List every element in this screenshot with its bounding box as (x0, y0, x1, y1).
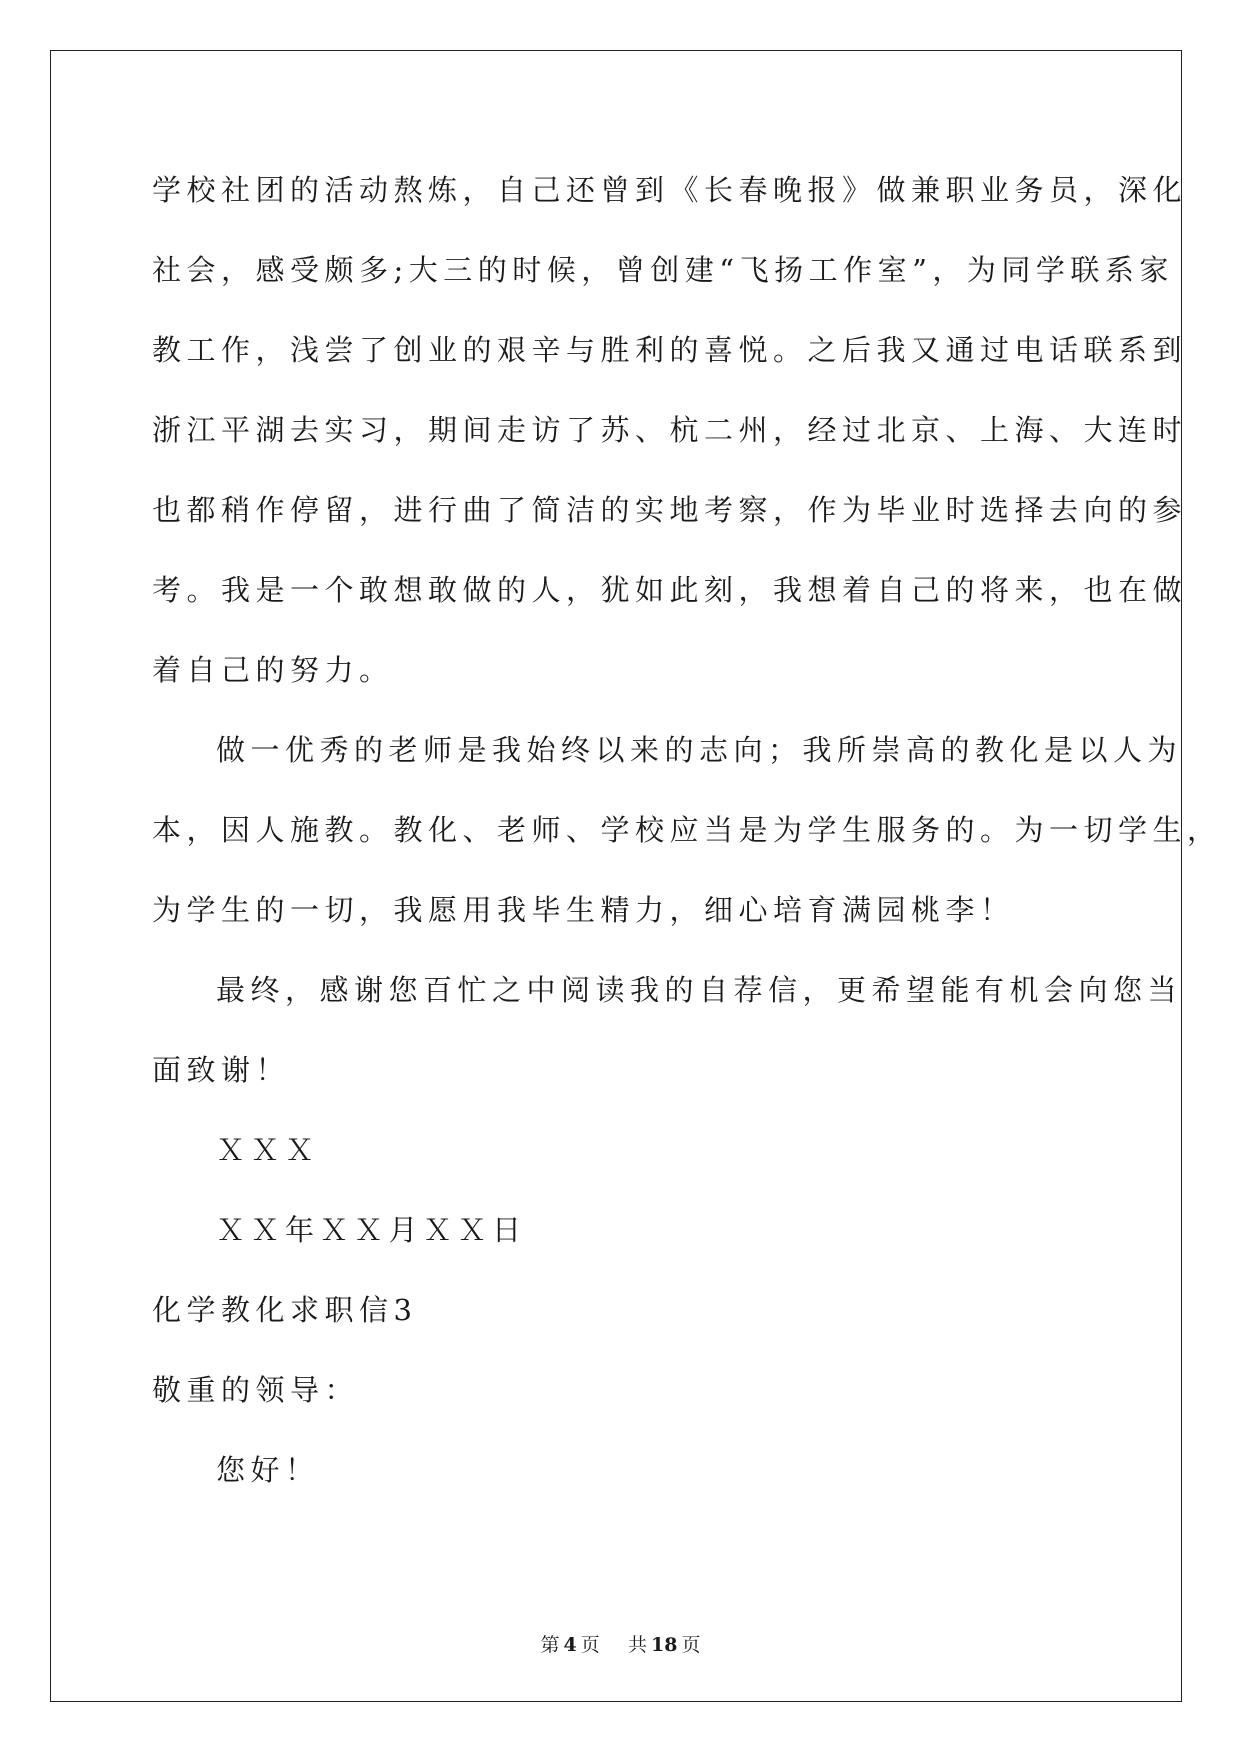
section-title: 化学教化求职信3 (152, 1293, 418, 1327)
paragraph-line: 本，因人施教。教化、老师、学校应当是为学生服务的。为一切学生， (152, 813, 1222, 847)
paragraph-line: 学校社团的活动熬炼，自己还曾到《长春晚报》做兼职业务员，深化 (152, 173, 1188, 207)
page-suffix: 页 (580, 1634, 600, 1656)
page-footer (0, 1630, 1241, 1657)
signature-date: ＸＸ年ＸＸ月ＸＸ日 (216, 1213, 527, 1247)
paragraph-line: 最终，感谢您百忙之中阅读我的自荐信，更希望能有机会向您当 (216, 973, 1183, 1007)
salutation: 敬重的领导： (152, 1373, 360, 1407)
paragraph-line: 面致谢！ (152, 1053, 291, 1087)
page-number: 4 (563, 1634, 577, 1656)
total-suffix: 页 (681, 1634, 701, 1656)
signature-name: ＸＸＸ (216, 1133, 320, 1167)
paragraph-line: 考。我是一个敢想敢做的人，犹如此刻，我想着自己的将来，也在做 (152, 573, 1188, 607)
greeting: 您好！ (216, 1453, 320, 1487)
paragraph-line: 教工作，浅尝了创业的艰辛与胜利的喜悦。之后我又通过电话联系到 (152, 333, 1188, 367)
total-prefix: 共 (627, 1634, 647, 1656)
paragraph-line: 浙江平湖去实习，期间走访了苏、杭二州，经过北京、上海、大连时 (152, 413, 1188, 447)
paragraph-line: 做一优秀的老师是我始终以来的志向；我所崇高的教化是以人为 (216, 733, 1183, 767)
paragraph-line: 为学生的一切，我愿用我毕生精力，细心培育满园桃李！ (152, 893, 1015, 927)
total-pages: 18 (650, 1634, 678, 1656)
paragraph-line: 也都稍作停留，进行曲了简洁的实地考察，作为毕业时选择去向的参 (152, 493, 1188, 527)
paragraph-line: 社会，感受颇多;大三的时候，曾创建“飞扬工作室”，为同学联系家 (152, 253, 1174, 287)
paragraph-line: 着自己的努力。 (152, 653, 394, 687)
page-prefix: 第 (540, 1634, 560, 1656)
